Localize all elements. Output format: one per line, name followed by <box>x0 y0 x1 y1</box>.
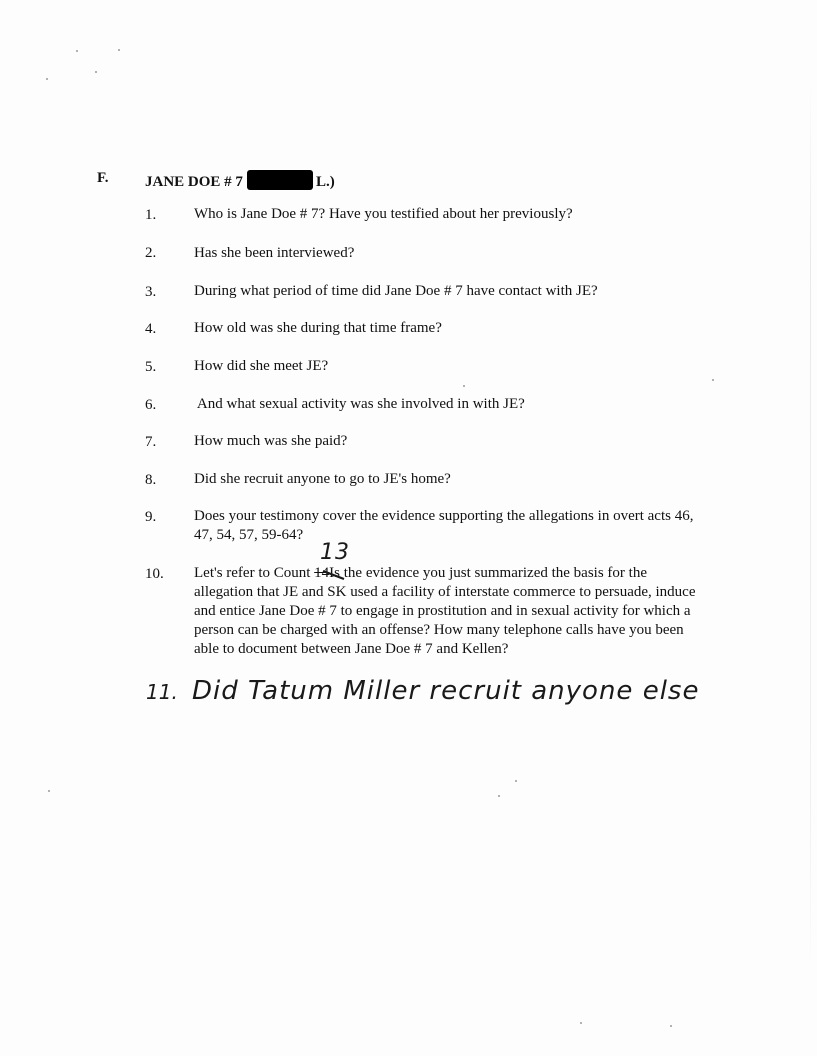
question-number: 2. <box>145 245 157 261</box>
handwritten-item-number: 11. <box>146 680 178 704</box>
question-number: 3. <box>145 284 157 300</box>
section-letter: F. <box>97 170 109 186</box>
question-number: 10. <box>145 566 164 582</box>
scan-speck <box>46 78 48 80</box>
question-number: 6. <box>145 397 157 413</box>
struck-count-number: 14 <box>314 565 330 581</box>
question-number: 7. <box>145 434 157 450</box>
redaction-block <box>247 170 313 190</box>
scan-speck <box>76 50 78 52</box>
question-number: 5. <box>145 359 157 375</box>
question-number: 4. <box>145 321 157 337</box>
section-title-start: JANE DOE # 7 <box>145 174 243 190</box>
question-text <box>194 564 706 659</box>
scan-speck <box>118 49 120 51</box>
scan-speck <box>580 1022 582 1024</box>
handwritten-count-correction: 13 <box>320 540 350 565</box>
question-text: Does your testimony cover the evidence supporting the allegations in overt acts 46, 47, 54, 57, 59-64? <box>194 508 694 543</box>
strikeout-mark-icon <box>322 568 346 582</box>
question-text: How old was she during that time frame? <box>194 320 442 336</box>
question-number: 9. <box>145 509 157 525</box>
question-text: During what period of time did Jane Doe # 7 have contact with JE? <box>194 283 598 299</box>
question-text: Has she been interviewed? <box>194 245 355 261</box>
scan-speck <box>48 790 50 792</box>
scan-speck <box>712 379 714 381</box>
section-title <box>145 170 335 191</box>
scan-speck <box>498 795 500 797</box>
question-number: 8. <box>145 472 157 488</box>
question-text-part: Let's refer to Count <box>194 565 315 581</box>
scan-speck <box>670 1025 672 1027</box>
question-text: Who is Jane Doe # 7? Have you testified about her previously? <box>194 206 573 222</box>
question-text: How much was she paid? <box>194 433 348 449</box>
scan-speck <box>463 385 465 387</box>
question-text: And what sexual activity was she involved in with JE? <box>194 396 525 412</box>
scan-speck <box>515 780 517 782</box>
question-text: Did she recruit anyone to go to JE's home? <box>194 471 451 487</box>
section-title-end: L.) <box>315 174 335 190</box>
handwritten-question: Did Tatum Miller recruit anyone else <box>192 676 700 706</box>
scan-speck <box>95 71 97 73</box>
scan-edge-shadow <box>810 80 811 980</box>
question-text-part: Is the evidence you just summarized the basis for the allegation that JE and SK used a facility of interstate commerce to persuade, induce and entice Jane Doe # 7 to engage in prostitution and in sexual activity for which a person can be charged with an offense? How many telephone calls have you been able to document between Jane Doe # 7 and Kellen? <box>194 565 696 657</box>
question-text: How did she meet JE? <box>194 358 329 374</box>
question-number: 1. <box>145 207 157 223</box>
